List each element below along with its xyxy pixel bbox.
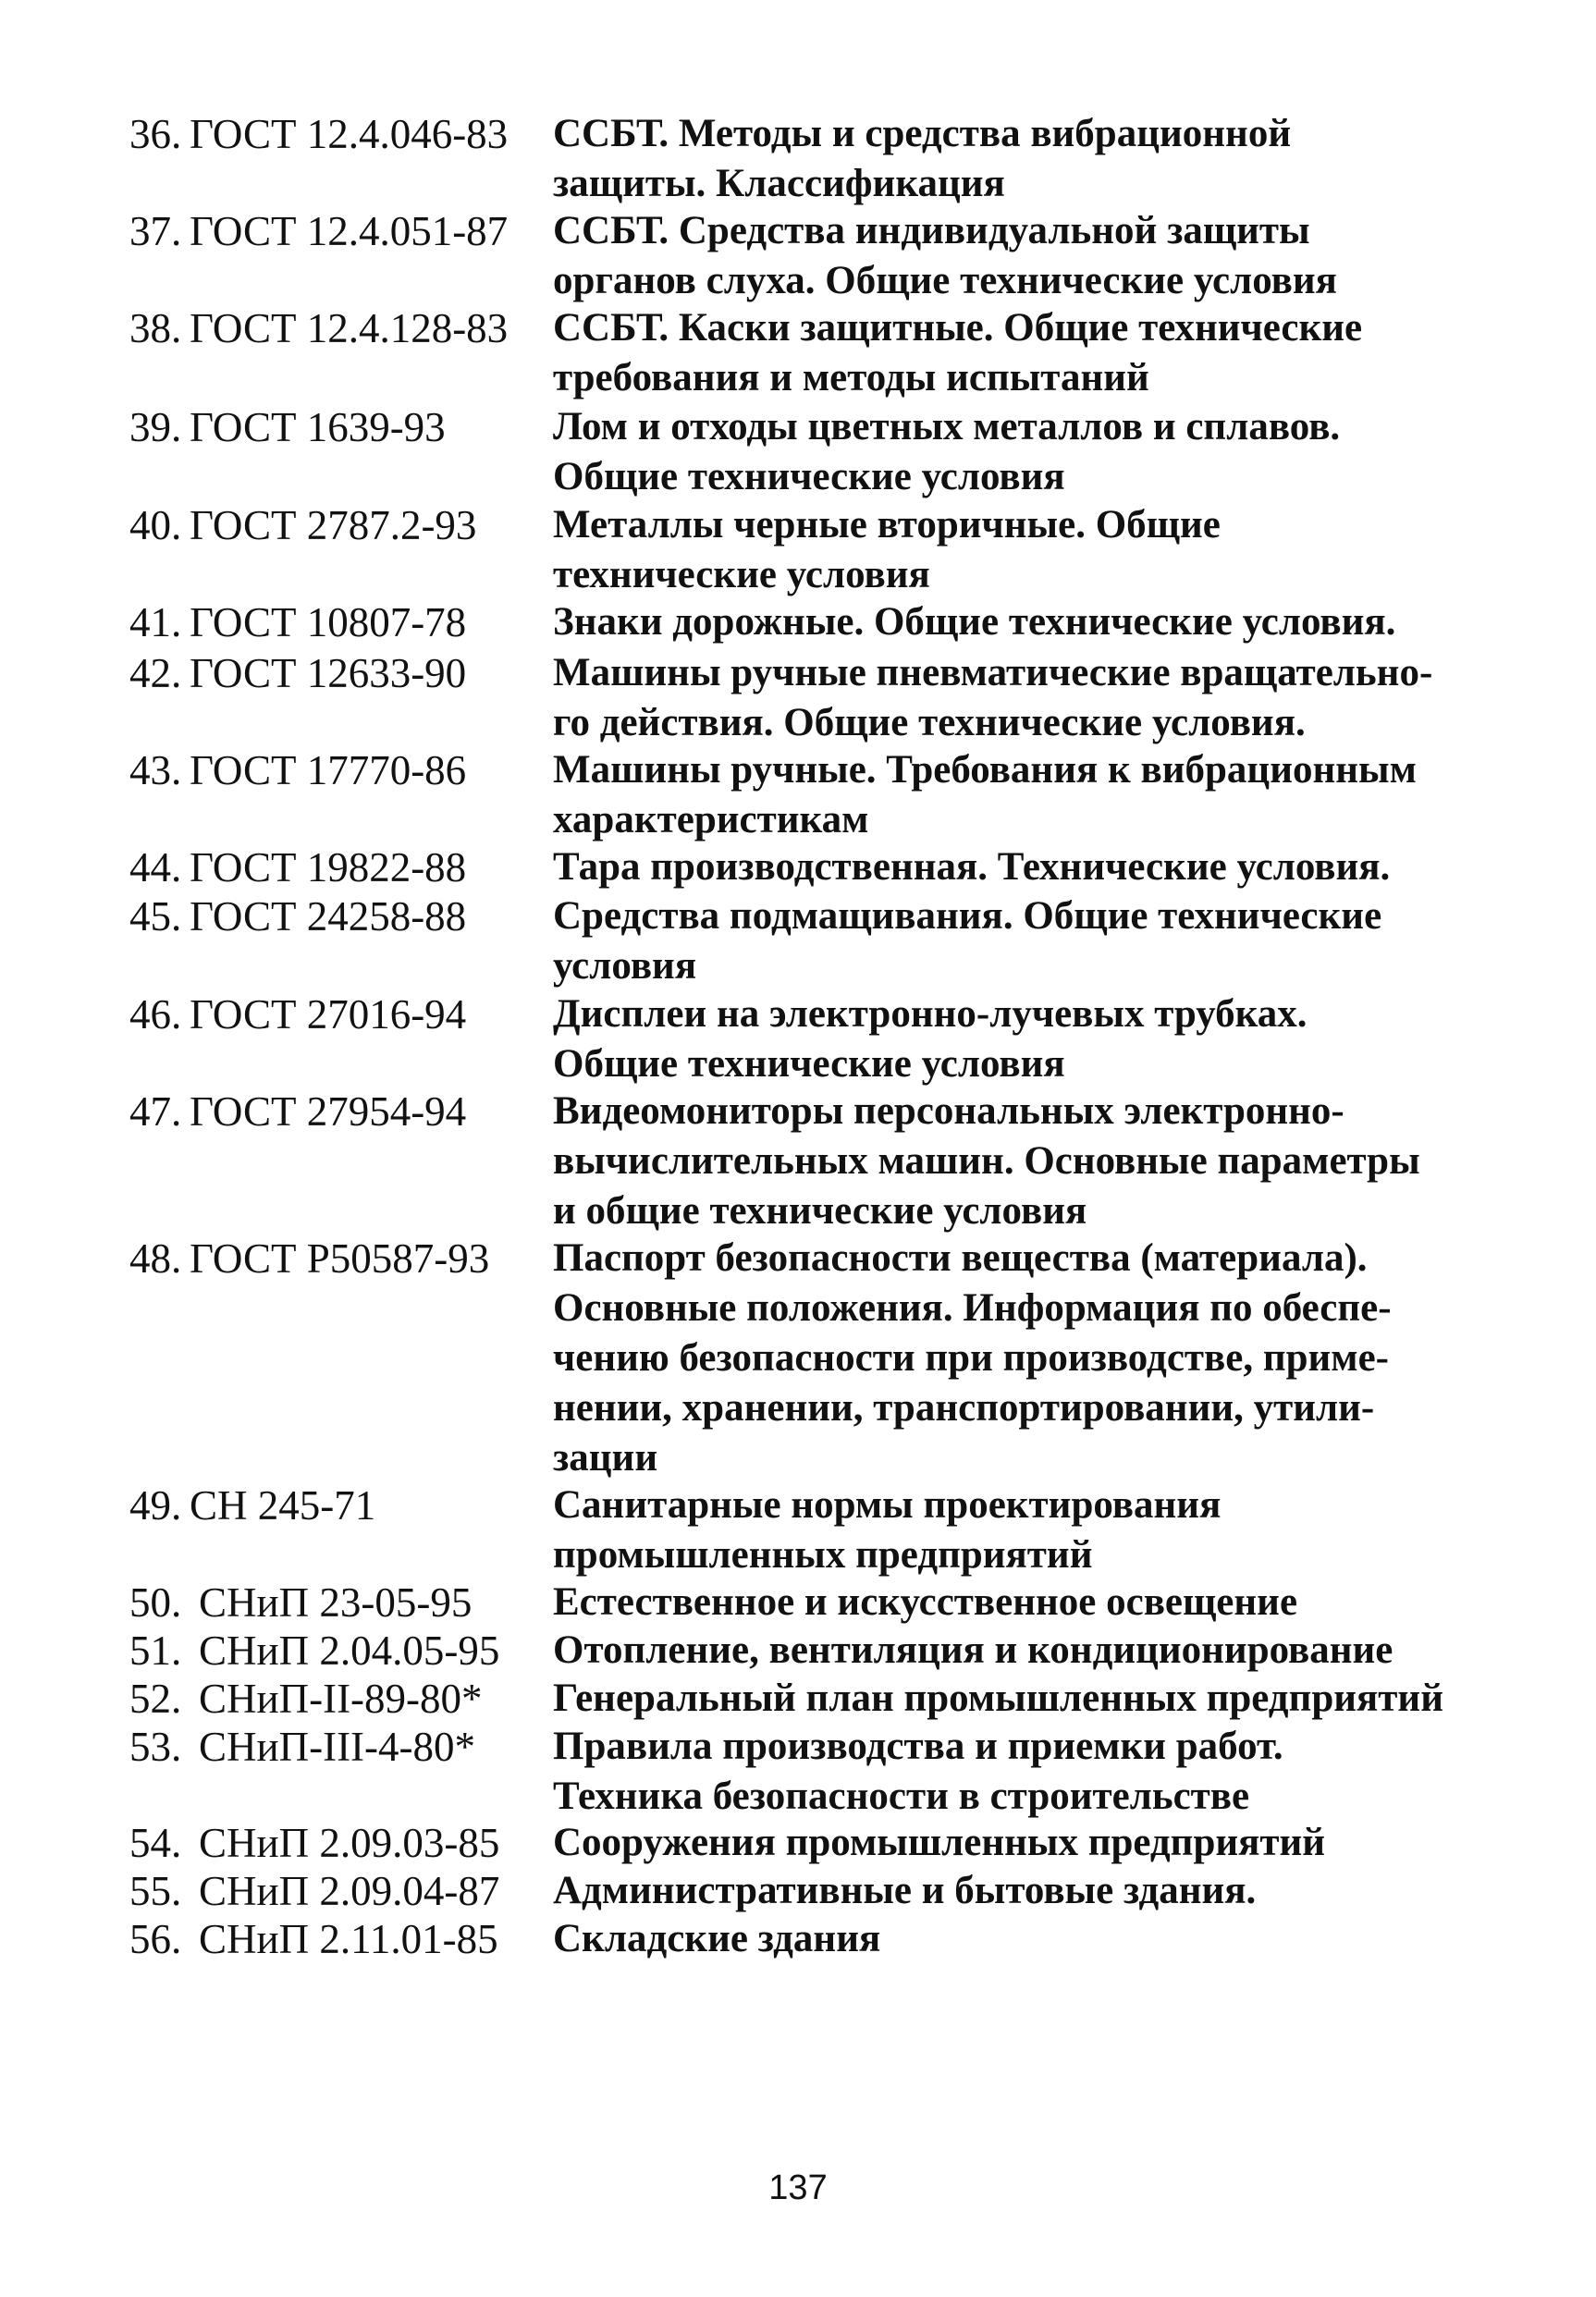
standard-title xyxy=(553,891,1478,991)
title-line: Машины ручные пневматические вращательно- xyxy=(553,651,1433,694)
standard-code: ГОСТ Р50587-93 xyxy=(190,1235,490,1282)
standard-code: ГОСТ 27016-94 xyxy=(190,991,467,1038)
item-number: 40. xyxy=(129,502,182,548)
item-number: 41. xyxy=(129,599,182,645)
standard-title xyxy=(553,1722,1478,1822)
title-line: чению безопасности при производстве, приме- xyxy=(553,1336,1389,1380)
item-number: 36. xyxy=(129,111,182,157)
item-number: 47. xyxy=(129,1088,182,1135)
title-line: Основные положения. Информация по обеспе- xyxy=(553,1286,1392,1330)
standard-code: СНиП-II-89-80* xyxy=(199,1676,483,1722)
standard-code: ГОСТ 27954-94 xyxy=(190,1088,467,1135)
standard-code: ГОСТ 12.4.051-87 xyxy=(190,208,509,254)
standard-code: ГОСТ 12633-90 xyxy=(190,650,467,696)
title-line: Тара производственная. Технические условия. xyxy=(553,845,1391,889)
standard-title xyxy=(553,1866,1478,1916)
item-number: 51. xyxy=(129,1628,182,1674)
title-line: Паспорт безопасности вещества (материала). xyxy=(553,1236,1368,1280)
title-line: Складские здания xyxy=(553,1917,881,1960)
title-line: Естественное и искусственное освещение xyxy=(553,1580,1298,1624)
title-line: вычислительных машин. Основные параметры xyxy=(553,1139,1420,1183)
title-line: Видеомониторы персональных электронно- xyxy=(553,1089,1344,1133)
standard-title xyxy=(553,303,1478,403)
title-line: защиты. Классификация xyxy=(553,162,1005,205)
title-line: Административные и бытовые здания. xyxy=(553,1869,1257,1912)
standard-code: ГОСТ 19822-88 xyxy=(190,844,467,891)
item-number: 56. xyxy=(129,1916,182,1962)
item-number: 38. xyxy=(129,305,182,351)
item-number: 53. xyxy=(129,1724,182,1770)
title-line: Металлы черные вторичные. Общие xyxy=(553,503,1221,547)
item-number: 39. xyxy=(129,404,182,450)
title-line: Общие технические условия xyxy=(553,1042,1065,1086)
title-line: Техника безопасности в строительстве xyxy=(553,1775,1250,1818)
standard-code: ГОСТ 17770-86 xyxy=(190,747,467,793)
standard-title xyxy=(553,206,1478,306)
standard-code: ГОСТ 2787.2-93 xyxy=(190,502,477,548)
title-line: характеристикам xyxy=(553,798,869,841)
item-number: 52. xyxy=(129,1676,182,1722)
title-line: нении, хранении, транспортировании, утили- xyxy=(553,1386,1375,1430)
title-line: Генеральный план промышленных предприятий xyxy=(553,1677,1443,1720)
standard-code: ГОСТ 12.4.128-83 xyxy=(190,305,509,351)
item-number: 46. xyxy=(129,991,182,1038)
title-line: Лом и отходы цветных металлов и сплавов. xyxy=(553,405,1341,448)
standard-code: ГОСТ 24258-88 xyxy=(190,893,467,940)
title-line: Сооружения промышленных предприятий xyxy=(553,1821,1326,1864)
item-number: 55. xyxy=(129,1868,182,1914)
standard-title xyxy=(553,1480,1478,1580)
title-line: Дисплеи на электронно-лучевых трубках. xyxy=(553,992,1307,1036)
standard-code: СНиП 2.09.04-87 xyxy=(199,1868,500,1914)
standard-title xyxy=(553,1234,1478,1483)
title-line: Санитарные нормы проектирования xyxy=(553,1483,1222,1527)
standard-title xyxy=(553,1818,1478,1868)
item-number: 48. xyxy=(129,1235,182,1282)
standard-code: СНиП 2.04.05-95 xyxy=(199,1628,500,1674)
title-line: ССБТ. Средства индивидуальной защиты xyxy=(553,209,1310,252)
title-line: Общие технические условия xyxy=(553,455,1065,498)
page-number: 137 xyxy=(768,2168,828,2207)
standard-title xyxy=(553,597,1478,647)
standard-title xyxy=(553,1578,1478,1628)
standard-code: ГОСТ 1639-93 xyxy=(190,404,446,450)
item-number: 50. xyxy=(129,1579,182,1626)
title-line: зации xyxy=(553,1436,658,1480)
item-number: 44. xyxy=(129,844,182,891)
item-number: 54. xyxy=(129,1820,182,1866)
item-number: 42. xyxy=(129,650,182,696)
standard-code: СНиП 23-05-95 xyxy=(199,1579,473,1626)
title-line: органов слуха. Общие технические условия xyxy=(553,259,1337,302)
standard-code: СН 245-71 xyxy=(190,1482,376,1529)
title-line: го действия. Общие технические условия. xyxy=(553,701,1306,744)
standard-code: СНиП-III-4-80* xyxy=(199,1724,476,1770)
standard-code: СНиП 2.09.03-85 xyxy=(199,1820,500,1866)
standard-title xyxy=(553,648,1478,748)
standard-code: ГОСТ 12.4.046-83 xyxy=(190,111,509,157)
standard-title xyxy=(553,1626,1478,1676)
standard-title xyxy=(553,1087,1478,1236)
title-line: Правила производства и приемки работ. xyxy=(553,1725,1283,1768)
standard-title xyxy=(553,745,1478,845)
standard-title xyxy=(553,402,1478,502)
standard-title xyxy=(553,1914,1478,1964)
item-number: 49. xyxy=(129,1482,182,1529)
standard-title xyxy=(553,500,1478,600)
title-line: промышленных предприятий xyxy=(553,1533,1093,1577)
item-number: 45. xyxy=(129,893,182,940)
title-line: требования и методы испытаний xyxy=(553,356,1149,399)
title-line: ССБТ. Каски защитные. Общие технические xyxy=(553,306,1363,350)
item-number: 43. xyxy=(129,747,182,793)
standard-code: ГОСТ 10807-78 xyxy=(190,599,467,645)
title-line: и общие технические условия xyxy=(553,1189,1087,1233)
title-line: технические условия xyxy=(553,553,930,596)
title-line: условия xyxy=(553,944,697,988)
standard-code: СНиП 2.11.01-85 xyxy=(199,1916,498,1962)
standard-title xyxy=(553,989,1478,1089)
title-line: Отопление, вентиляция и кондиционирование xyxy=(553,1628,1393,1672)
item-number: 37. xyxy=(129,208,182,254)
title-line: Знаки дорожные. Общие технические условия. xyxy=(553,600,1396,644)
standard-title xyxy=(553,109,1478,209)
standard-title xyxy=(553,842,1478,892)
title-line: Машины ручные. Требования к вибрационным xyxy=(553,748,1417,792)
title-line: Средства подмащивания. Общие технические xyxy=(553,894,1382,938)
standard-title xyxy=(553,1674,1478,1724)
title-line: ССБТ. Методы и средства вибрационной xyxy=(553,112,1292,155)
